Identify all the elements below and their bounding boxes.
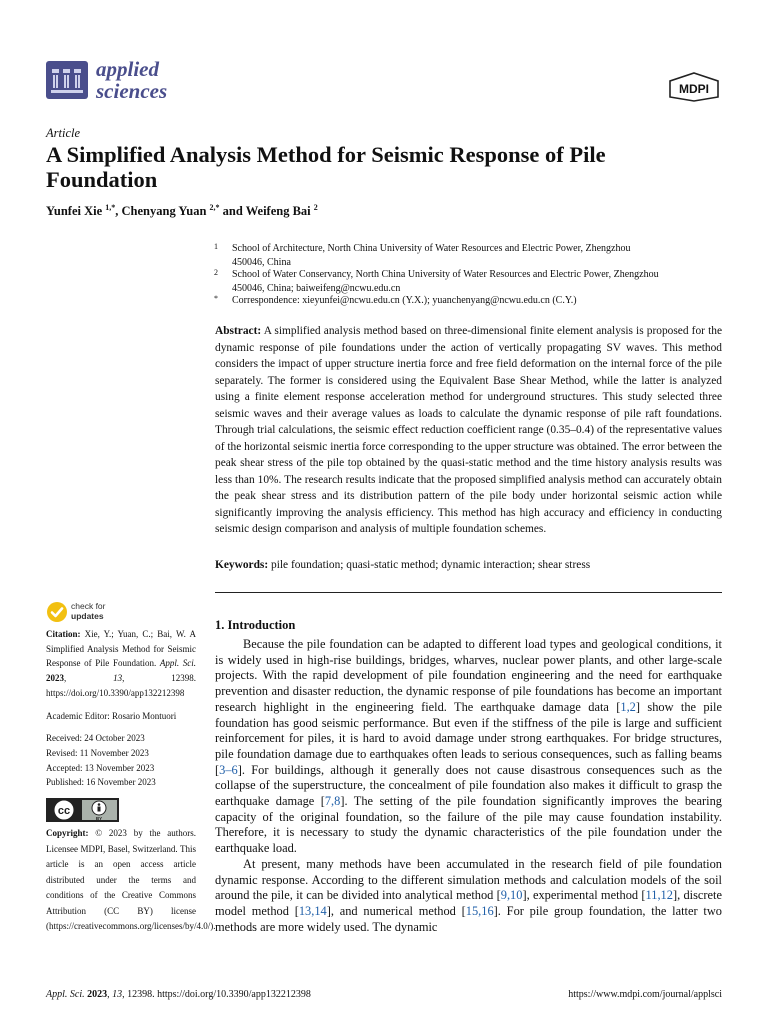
footer-volume: 13 — [112, 989, 123, 1000]
journal-name-line2: sciences — [96, 79, 168, 103]
keywords-label: Keywords: — [215, 559, 269, 571]
citation-year: 2023 — [46, 673, 64, 684]
footer-year: 2023 — [87, 989, 108, 1000]
reference-link[interactable]: 15,16 — [465, 903, 494, 918]
reference-link[interactable]: 1,2 — [620, 699, 636, 714]
author-name[interactable]: Chenyang Yuan — [121, 204, 207, 219]
paragraph-text: ], and numerical method [ — [326, 903, 466, 918]
affiliation-number: 2 — [214, 268, 218, 277]
check-for-label: check for — [71, 601, 106, 611]
section-heading: 1. Introduction — [215, 618, 296, 632]
reference-link[interactable]: 13,14 — [298, 903, 327, 918]
affiliation-text: School of Architecture, North China University of Water Resources and Electric Power, Zhengzhou 450046, China — [232, 243, 631, 268]
author-separator: , — [115, 204, 122, 219]
copyright-label: Copyright: — [46, 828, 89, 838]
abstract-text: A simplified analysis method based on three-dimensional finite element analysis is proposed for the dynamic response of pile foundations under the action of vertically propagating SV waves. This method considers the impact of upper structure inertia force and free field deformation on the internal force of the pile separately. The former is considered using the Equivalent Base Shear Method, while the latter is analyzed using a finite element response acceleration method for underground structures. This study selected three seismic waves and their average values as loads to calculate the dynamic response of pile raft foundations. Through trial calculations, the seismic effect reduction coefficient range (0.35–0.4) of the representative values of the horizontal seismic inertia force corresponding to the upper structure was obtained. The error between the peak shear stress of the pile top obtained by the quasi-static method and the time history analysis results was less than 10%. The research results indicate that the proposed simplified analysis method can accurately obtain the peak shear stress and its distribution pattern of the pile body under horizontal seismic action while significantly improving the analysis efficiency. This method has high accuracy and efficiency in conducting seismic design comparison and analysis of multiple foundation schemes. — [215, 325, 723, 535]
section-divider — [215, 592, 722, 593]
introduction-body — [215, 637, 722, 935]
journal-name — [96, 58, 167, 102]
footer-journal-url[interactable]: https://www.mdpi.com/journal/applsci — [568, 989, 722, 1000]
paragraph-text: ], discrete model method [ — [215, 888, 722, 918]
paragraph-text: At present, many methods have been accumulated in the research field of pile foundation dynamic response. According to the different simulation methods and calculation models of the soil around the pile, it can be divided into analytical method [ — [215, 856, 722, 903]
correspondence-text: Correspondence: xieyunfei@ncwu.edu.cn (Y.X.); yuanchenyang@ncwu.edu.cn (C.Y.) — [232, 295, 577, 306]
reference-link[interactable]: 9,10 — [500, 888, 523, 903]
keywords-text: pile foundation; quasi-static method; dynamic interaction; shear stress — [271, 559, 591, 571]
journal-logo-icon — [46, 61, 88, 99]
citation-volume: 13 — [113, 673, 123, 684]
paragraph-text: Because the pile foundation can be adapted to different load types and geological conditions, it is widely used in high-rise buildings, bridges, wharves, nuclear power plants, and other large-scale projects. With the rapid development of pile foundation engineering and the need for earthquake prevention and disaster reduction, the dynamic response of pile foundations has become an important research highlight in the engineering field. The earthquake damage data [ — [215, 637, 722, 714]
paragraph — [215, 637, 722, 857]
affiliation-number: 1 — [214, 242, 218, 251]
citation-text: Xie, Y.; Yuan, C.; Bai, W. A Simplified Analysis Method for Seismic Response of Pile Foundation. — [46, 629, 196, 669]
keywords — [215, 559, 722, 571]
author-name[interactable]: Weifeng Bai — [245, 204, 311, 219]
article-type: Article — [46, 126, 81, 140]
footer-citation: Appl. Sci. 2023, 13, 12398. https://doi.org/10.3390/app132212398 — [46, 989, 311, 1000]
journal-name-line1: applied — [96, 57, 159, 81]
copyright-text: © 2023 by the authors. Licensee MDPI, Basel, Switzerland. This article is an open access article distributed under the terms and conditions of the Creative Commons Attribution (CC BY) license (https://creativecommons.org/licenses/by/4.0/). — [46, 828, 216, 931]
footer-journal: Appl. Sci. — [46, 989, 85, 1000]
mdpi-logo-icon — [668, 72, 720, 102]
reference-link[interactable]: 11,12 — [645, 888, 673, 903]
paragraph-text: ]. For buildings, although it generally does not cause disastrous consequences such as the collapse of the superstructure, the concealment of pile foundation also makes it difficult to grasp the earthquake damage [ — [215, 762, 722, 809]
author-affiliation-mark: 2,* — [209, 203, 220, 212]
cc-by-label: BY — [95, 816, 103, 821]
paragraph-text: ] show the pile foundation has good seismic performance. But even if the stiffness of the pile is large and sufficient reinforcement for piles, it is hard to avoid damage under strong earthquakes. For bridge structures, pile foundation damage due to earthquakes often leads to serious consequences, such as falling beams [ — [215, 699, 722, 777]
published-date: Published: 16 November 2023 — [46, 777, 156, 788]
paragraph-text: ], experimental method [ — [522, 888, 646, 903]
reference-link[interactable]: 7,8 — [324, 794, 341, 809]
correspondence — [214, 294, 734, 308]
paper-title: A Simplified Analysis Method for Seismic Response of Pile Foundation — [46, 142, 606, 192]
affiliation — [214, 268, 734, 296]
author-affiliation-mark: 1,* — [105, 203, 116, 212]
affiliation-text: School of Water Conservancy, North China University of Water Resources and Electric Power, Zhengzhou 450046, China; baiweifeng@ncwu.edu.cn — [232, 269, 659, 294]
updates-label: updates — [71, 611, 104, 621]
academic-editor: Academic Editor: Rosario Montuori — [46, 710, 177, 721]
author-separator: and — [219, 204, 246, 219]
article-info-sidebar — [46, 627, 196, 790]
cc-by-license-icon[interactable] — [46, 798, 119, 822]
footer-doi[interactable]: , 12398. https://doi.org/10.3390/app132212398 — [122, 989, 311, 1000]
author-name[interactable]: Yunfei Xie — [46, 204, 103, 219]
citation: Citation: Xie, Y.; Yuan, C.; Bai, W. A Simplified Analysis Method for Seismic Response of Pile Foundation. Appl. Sci. 2023, 13, 12398. https://doi.org/10.3390/app132212398 — [46, 629, 197, 698]
reference-link[interactable]: 3–6 — [219, 762, 238, 777]
abstract-label: Abstract: — [215, 325, 262, 337]
citation-label: Citation: — [46, 629, 81, 639]
cc-label: cc — [57, 805, 71, 817]
paragraph-text: ]. For pile group foundation, the latter two methods are more widely used. The dynamic — [215, 903, 722, 934]
author-affiliation-mark: 2 — [313, 203, 318, 212]
author-list — [46, 203, 318, 219]
affiliation — [214, 242, 734, 270]
publisher-name: MDPI — [679, 82, 709, 96]
copyright-notice — [46, 826, 216, 935]
correspondence-mark: * — [214, 294, 218, 303]
check-for-updates-button[interactable] — [46, 601, 156, 623]
citation-journal: Appl. Sci. — [159, 658, 197, 669]
received-date: Received: 24 October 2023 — [46, 733, 145, 744]
citation-doi[interactable]: , 12398. https://doi.org/10.3390/app132212398 — [46, 673, 196, 698]
revised-date: Revised: 11 November 2023 — [46, 747, 149, 758]
accepted-date: Accepted: 13 November 2023 — [46, 762, 155, 773]
paragraph — [215, 857, 722, 936]
check-updates-icon — [46, 601, 68, 623]
paragraph-text: ]. The setting of the pile foundation significantly improves the bearing capacity of the original foundation, so the failure of the pile may cause foundation instability. Therefore, it is necessary to study the dynamic characteristics of the pile foundation under the earthquake load. — [215, 794, 722, 856]
abstract — [215, 323, 722, 538]
